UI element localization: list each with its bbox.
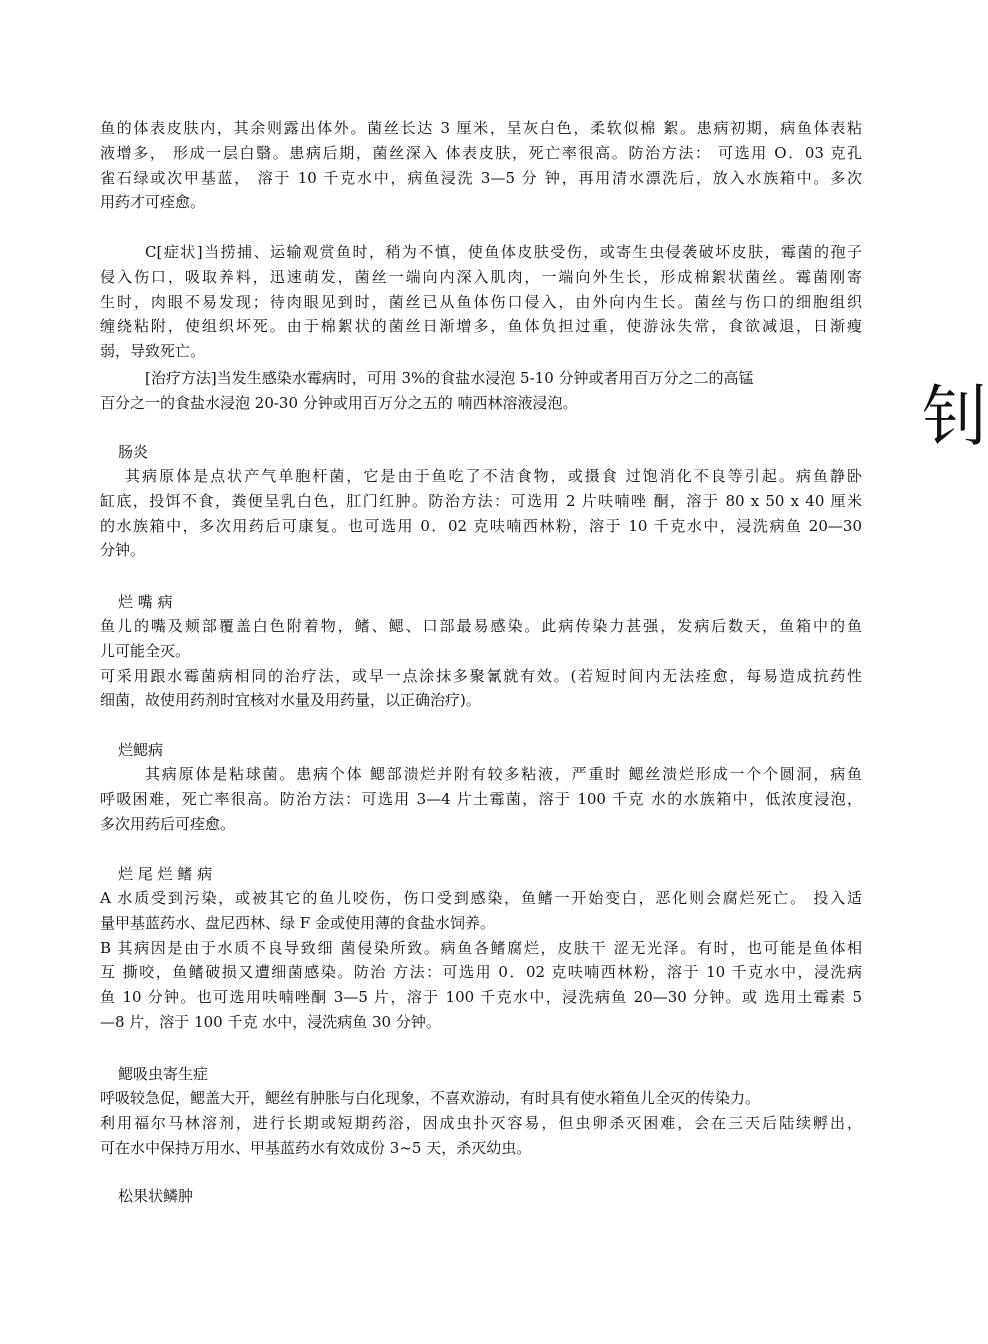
text-line: 细菌，故使用药剂时宜核对水量及用药量，以正确治疗)。 — [100, 691, 481, 710]
section-heading: 肠炎 — [118, 443, 149, 461]
cropped-side-character: 钊 — [922, 378, 988, 455]
text-line: B 其病因是由于水质不良导致细 菌侵染所致。病鱼各鳍腐烂，皮肤干 涩无光泽。有时，也可能是鱼体相 — [100, 938, 862, 957]
text-line: 缸底，投饵不食，粪便呈乳白色，肛门红肿。防治方法：可选用 2 片呋喃唑 酮，溶于 80 x 50 x 40 厘米 — [100, 491, 862, 510]
text-line: 互 撕咬，鱼鳍破损又遭细菌感染。防治 方法：可选用 0．02 克呋喃西林粉，溶于 10 千克水中，浸洗病 — [100, 963, 862, 982]
text-line: C[症状]当捞捕、运输观赏鱼时，稍为不慎，使鱼体皮肤受伤，或寄生虫侵袭破坏皮肤，霉菌的孢子 — [145, 243, 862, 261]
section-heading: 松果状鳞肿 — [118, 1187, 194, 1205]
text-line: 分钟。 — [100, 541, 146, 560]
text-line: 儿可能全灭。 — [100, 641, 191, 660]
text-line: 弱，导致死亡。 — [100, 342, 206, 361]
text-line: 其病原体是点状产气单胞杆菌，它是由于鱼吃了不洁食物，或摄食 过饱消化不良等引起。病鱼静卧 — [125, 467, 862, 485]
text-line: 侵入伤口，吸取养料，迅速萌发，菌丝一端向内深入肌肉，一端向外生长，形成棉絮状菌丝。霉菌刚寄 — [100, 267, 862, 286]
text-line: 鱼的体表皮肤内，其余则露出体外。菌丝长达 3 厘米，呈灰白色，柔软似棉 絮。患病初期，病鱼体表粘 — [100, 119, 862, 137]
text-line: 多次用药后可痊愈。 — [100, 814, 236, 833]
text-line: 其病原体是粘球菌。患病个体 鳃部溃烂并附有较多粘液，严重时 鳃丝溃烂形成一个个圆洞，病鱼 — [145, 765, 862, 783]
text-line: 鱼儿的嘴及颊部覆盖白色附着物，鳍、鳃、口部最易感染。此病传染力甚强，发病后数天，鱼箱中的鱼 — [100, 617, 862, 635]
text-line: 液增多， 形成一层白翳。患病后期，菌丝深入 体表皮肤，死亡率很高。防治方法： 可选用 O．03 克孔 — [100, 143, 862, 162]
text-line: —8 片，溶于 100 千克 水中，浸洗病鱼 30 分钟。 — [100, 1013, 441, 1031]
text-line: 呼吸困难，死亡率很高。防治方法：可选用 3—4 片土霉菌，溶于 100 千克 水的水族箱中，低浓度浸泡， — [100, 789, 862, 808]
text-line: A 水质受到污染，或被其它的鱼儿咬伤，伤口受到感染，鱼鳍一开始变白，恶化则会腐烂死亡。 投入适 — [100, 889, 862, 907]
text-line: 呼吸较急促，鳃盖大开，鳃丝有肿胀与白化现象，不喜欢游动，有时具有使水箱鱼儿全灭的传染力。 — [100, 1089, 761, 1107]
text-line: 可在水中保持万用水、甲基蓝药水有效成份 3~5 天，杀灭幼虫。 — [100, 1138, 532, 1157]
text-line: 利用福尔马林溶剂，进行长期或短期药浴，因成虫扑灭容易，但虫卵杀灭困难，会在三天后陆续孵出， — [100, 1113, 862, 1132]
text-line: 缠绕粘附，使组织坏死。由于棉絮状的菌丝日渐增多，鱼体负担过重，使游泳失常，食欲减退，日渐瘦 — [100, 317, 862, 336]
section-heading: 烂鳃病 — [118, 741, 164, 759]
text-line: 的水族箱中，多次用药后可康复。也可选用 0．02 克呋喃西林粉，溶于 10 千克水中，浸洗病鱼 20—30 — [100, 516, 862, 535]
section-heading: 烂 尾 烂 鳍 病 — [118, 865, 213, 883]
text-line: 量甲基蓝药水、盘尼西林、绿 F 金或使用薄的食盐水饲养。 — [100, 913, 495, 932]
text-line: 可采用跟水霉菌病相同的治疗法，或早一点涂抹多聚氰就有效。(若短时间内无法痊愈，每易造成抗药性 — [100, 666, 862, 685]
text-line: 鱼 10 分钟。也可选用呋喃唑酮 3—5 片，溶于 100 千克水中，浸洗病鱼 20—30 分钟。或 选用土霉素 5 — [100, 988, 862, 1007]
section-heading: 鳃吸虫寄生症 — [118, 1065, 209, 1083]
text-line: 雀石绿或次甲基蓝， 溶于 10 千克水中，病鱼浸洗 3—5 分 钟，再用清水漂洗后，放入水族箱中。多次 — [100, 168, 862, 187]
section-heading: 烂 嘴 病 — [118, 593, 173, 611]
text-line: 生时，肉眼不易发现；待肉眼见到时，菌丝已从鱼体伤口侵入，由外向内生长。菌丝与伤口的细胞组织 — [100, 292, 862, 311]
text-line: 百分之一的食盐水浸泡 20-30 分钟或用百万分之五的 喃西林溶液浸泡。 — [100, 393, 578, 412]
text-line: 用药才可痊愈。 — [100, 193, 206, 212]
text-line: [治疗方法]当发生感染水霉病时，可用 3%的食盐水浸泡 5-10 分钟或者用百万分之二的高锰 — [145, 369, 754, 387]
